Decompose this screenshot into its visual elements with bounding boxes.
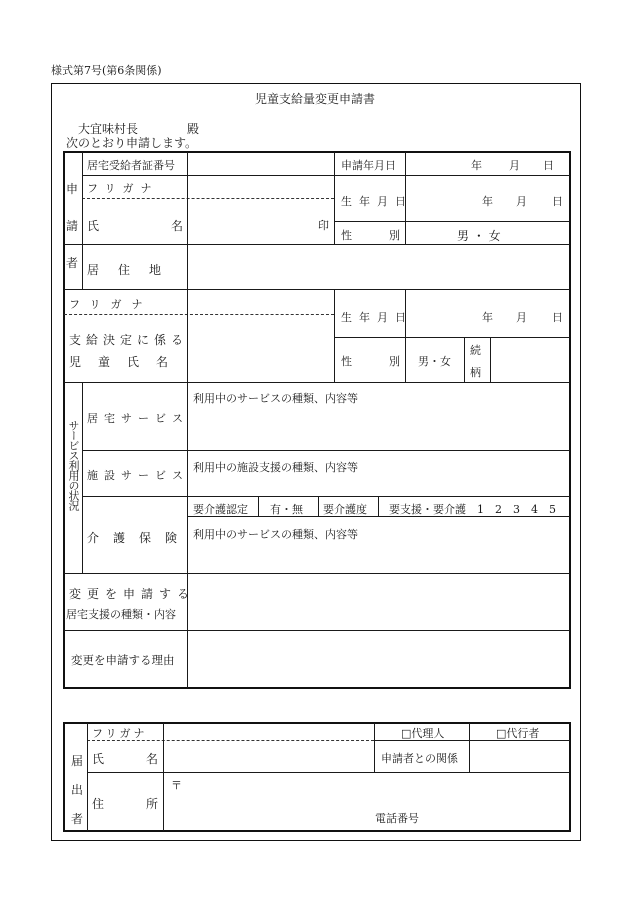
child-sex-options[interactable]: 男・女 xyxy=(418,355,451,368)
applicant-sex-options[interactable]: 男 ・ 女 xyxy=(457,229,501,243)
service-status-label: サービス利用の状況 xyxy=(67,420,80,510)
birth-day-unit: 日 xyxy=(552,195,563,208)
facility-service-field[interactable] xyxy=(188,474,569,495)
form-title: 児童支給量変更申請書 xyxy=(254,92,375,106)
home-service-label: 居宅サービス xyxy=(87,412,189,425)
cert-number-field[interactable] xyxy=(188,153,333,174)
change-type-label: 居宅支援の種類・内容 xyxy=(66,608,176,621)
applicant-name-field[interactable] xyxy=(188,199,333,243)
submitter-section-label: 届 出 者 xyxy=(71,754,84,826)
applicant-furigana-field[interactable] xyxy=(188,176,333,197)
applicant-sex-label: 性 xyxy=(341,229,352,242)
care-insurance-label: 介護保険 xyxy=(87,531,192,545)
applicant-address-label: 居住地 xyxy=(87,263,181,277)
proxy-checkbox[interactable]: □代行者 xyxy=(496,727,540,740)
applicant-sex-label: 別 xyxy=(389,229,400,242)
care-cert-options[interactable]: 有・無 xyxy=(270,503,303,516)
phone-label: 電話番号 xyxy=(375,812,419,825)
addressee: 大宜味村長 xyxy=(78,122,139,136)
care-service-field[interactable] xyxy=(188,541,569,572)
care-cert-label: 要介護認定 xyxy=(193,503,248,516)
child-name-label: 児童氏名 xyxy=(69,355,186,369)
submitter-name-label: 名 xyxy=(146,752,159,766)
child-sex-label: 性 xyxy=(341,355,352,368)
applicant-address-field[interactable] xyxy=(188,245,569,288)
home-service-note: 利用中のサービスの種類、内容等 xyxy=(193,392,358,405)
care-service-note: 利用中のサービスの種類、内容等 xyxy=(193,528,358,541)
applicant-birthdate-label: 生年月日 xyxy=(341,195,413,208)
submitter-name-label: 氏 xyxy=(92,752,105,766)
applicant-name-label: 氏 xyxy=(87,219,100,233)
submitter-name-field[interactable] xyxy=(164,741,373,771)
submitter-furigana-field[interactable] xyxy=(164,723,373,739)
submitter-address-field[interactable] xyxy=(164,773,569,808)
child-name-label: 支給決定に係る xyxy=(69,333,189,347)
home-service-field[interactable] xyxy=(188,405,569,449)
applicant-furigana-label: フリガナ xyxy=(87,182,159,195)
birth-month-unit: 月 xyxy=(516,195,527,208)
child-birthdate-label: 生年月日 xyxy=(341,311,413,324)
applicant-section-label: 申 請 者 xyxy=(66,182,79,270)
facility-service-note: 利用中の施設支援の種類、内容等 xyxy=(193,461,358,474)
relationship-field[interactable] xyxy=(491,338,569,381)
child-furigana-field[interactable] xyxy=(188,290,333,313)
change-type-field[interactable] xyxy=(188,574,569,629)
application-month-unit: 月 xyxy=(509,159,520,172)
seal-mark: 印 xyxy=(318,219,329,232)
change-type-label: 変更を申請する xyxy=(69,587,196,601)
application-year-unit: 年 xyxy=(471,159,482,172)
applicant-name-label: 名 xyxy=(171,219,184,233)
form-number: 様式第7号(第6条関係) xyxy=(51,64,162,77)
relation-to-applicant-label: 申請者との関係 xyxy=(381,752,458,765)
application-date-label: 申請年月日 xyxy=(341,159,396,172)
cert-number-label: 居宅受給者証番号 xyxy=(87,159,175,172)
agent-checkbox[interactable]: □代理人 xyxy=(401,727,445,740)
child-birth-year-unit: 年 xyxy=(482,311,493,324)
postal-mark: 〒 xyxy=(171,779,182,792)
submitter-address-label: 所 xyxy=(146,797,159,811)
submitter-address-label: 住 xyxy=(92,797,105,811)
child-birth-day-unit: 日 xyxy=(552,311,563,324)
child-furigana-label: フリガナ xyxy=(69,298,153,311)
submitter-furigana-label: フリガナ xyxy=(92,727,148,740)
facility-service-label: 施設サービス xyxy=(87,469,189,482)
intro-text: 次のとおり申請します。 xyxy=(66,136,198,150)
birth-year-unit: 年 xyxy=(482,195,493,208)
child-name-field[interactable] xyxy=(188,315,333,381)
application-day-unit: 日 xyxy=(543,159,554,172)
relationship-label: 続 柄 xyxy=(470,344,481,379)
child-sex-label: 別 xyxy=(389,355,400,368)
honorific: 殿 xyxy=(187,122,200,136)
care-level-label: 要介護度 xyxy=(323,503,367,516)
change-reason-field[interactable] xyxy=(188,631,569,686)
care-level-options[interactable]: 要支援・要介護 1 2 3 4 5 xyxy=(389,503,556,516)
child-birth-month-unit: 月 xyxy=(516,311,527,324)
relation-to-applicant-field[interactable] xyxy=(470,741,569,771)
change-reason-label: 変更を申請する理由 xyxy=(71,653,175,667)
